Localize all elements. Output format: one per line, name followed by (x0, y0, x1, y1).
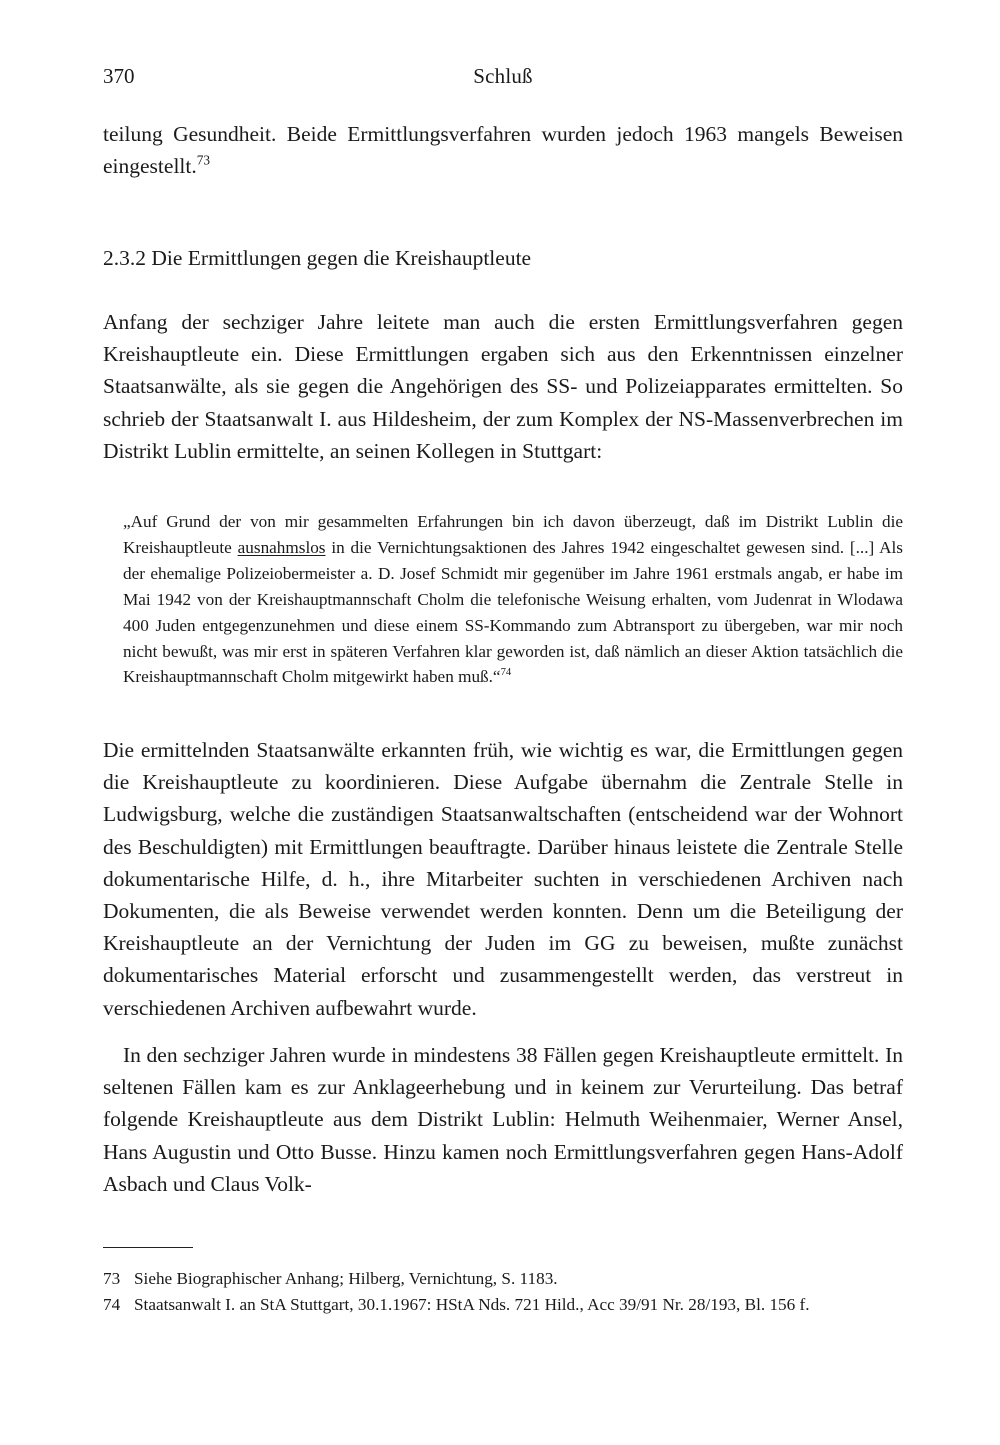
paragraph-intro: Anfang der sechziger Jahre leitete man auch die ersten Ermittlungsverfahren gegen Kreishauptleute ein. Diese Ermittlungen ergaben sich aus den Erkenntnissen einzelner Staatsanwälte, als sie gegen die Angehörigen des SS- und Polizeiapparates ermittelten. So schrieb der Staatsanwalt I. aus Hildesheim, der zum Komplex der NS-Massenverbrechen im Distrikt Lublin ermittelte, an seinen Kollegen in Stuttgart: (103, 310, 903, 463)
footnote (103, 1266, 903, 1292)
page-header (103, 64, 903, 94)
paragraph-continuation (103, 118, 903, 182)
paragraph-cases: In den sechziger Jahren wurde in mindestens 38 Fällen gegen Kreishauptleute ermittelt. In seltenen Fällen kam es zur Anklageerhebung und in keinem zur Verurteilung. Das betraf folgende Kreishauptleute aus dem Distrikt Lublin: Helmuth Weihenmaier, Werner Ansel, Hans Augustin und Otto Busse. Hinzu kamen noch Ermittlungsverfahren gegen Hans-Adolf Asbach und Claus Volk- (103, 1043, 903, 1196)
footnote-text: Siehe Biographischer Anhang; Hilberg, Vernichtung, S. 1183. (134, 1269, 558, 1288)
paragraph-coordination: Die ermittelnden Staatsanwälte erkannten früh, wie wichtig es war, die Ermittlungen gegen die Kreishauptleute zu koordinieren. Diese Aufgabe übernahm die Zentrale Stelle in Ludwigsburg, welche die zuständigen Staatsanwaltschaften (entscheidend war der Wohnort des Beschuldigten) mit Ermittlungen beauftragte. Darüber hinaus leistete die Zentrale Stelle dokumentarische Hilfe, d. h., ihre Mitarbeiter suchten in verschiedenen Archiven nach Dokumenten, die als Beweise verwendet werden konnten. Denn um die Beteiligung der Kreishauptleute an der Vernichtung der Juden im GG zu beweisen, mußte zunächst dokumentarisches Material erforscht und zusammengestellt werden, das verstreut in verschiedenen Archiven aufbewahrt wurde. (103, 738, 903, 1020)
quote-underlined-word: ausnahmslos (237, 537, 326, 557)
footnote-reference: 74 (500, 667, 512, 679)
section-heading: 2.3.2 Die Ermittlungen gegen die Kreishauptleute (103, 246, 532, 270)
running-head: Schluß (473, 64, 533, 88)
quote-text-part1: „Auf Grund der von mir gesammelten Erfahrungen bin ich davon überzeugt, daß im Distrikt Lublin die Kreishauptleute (123, 512, 903, 557)
footnote-separator (103, 1247, 193, 1248)
block-quote (123, 509, 903, 690)
footnote (103, 1292, 903, 1318)
footnote-number: 73 (103, 1269, 121, 1288)
footnote-number: 74 (103, 1295, 121, 1314)
footnote-reference: 73 (196, 152, 211, 168)
footnotes (103, 1266, 903, 1318)
page-number: 370 (103, 64, 135, 88)
footnote-text: Staatsanwalt I. an StA Stuttgart, 30.1.1967: HStA Nds. 721 Hild., Acc 39/91 Nr. 28/193, Bl. 156 f. (134, 1295, 810, 1314)
quote-text-part2: in die Vernichtungsaktionen des Jahres 1942 eingeschaltet gewesen sind. [...] Als der ehemalige Polizeiobermeister a. D. Josef Schmidt mir gegenüber im Jahre 1961 erstmals angab, er habe im Mai 1942 von der Kreishauptmannschaft Cholm die telefonische Weisung erhalten, vom Judenrat in Wlodawa 400 Juden entgegenzunehmen und diese einem SS-Kommando zum Abtransport zu übergeben, war mir noch nicht bewußt, was mir erst in späteren Verfahren klar geworden ist, daß nämlich an dieser Aktion tatsächlich die Kreishauptmannschaft Cholm mitgewirkt haben muß.“ (123, 537, 903, 687)
paragraph-text: teilung Gesundheit. Beide Ermittlungsverfahren wurden jedoch 1963 mangels Beweisen eingestellt. (103, 122, 903, 179)
